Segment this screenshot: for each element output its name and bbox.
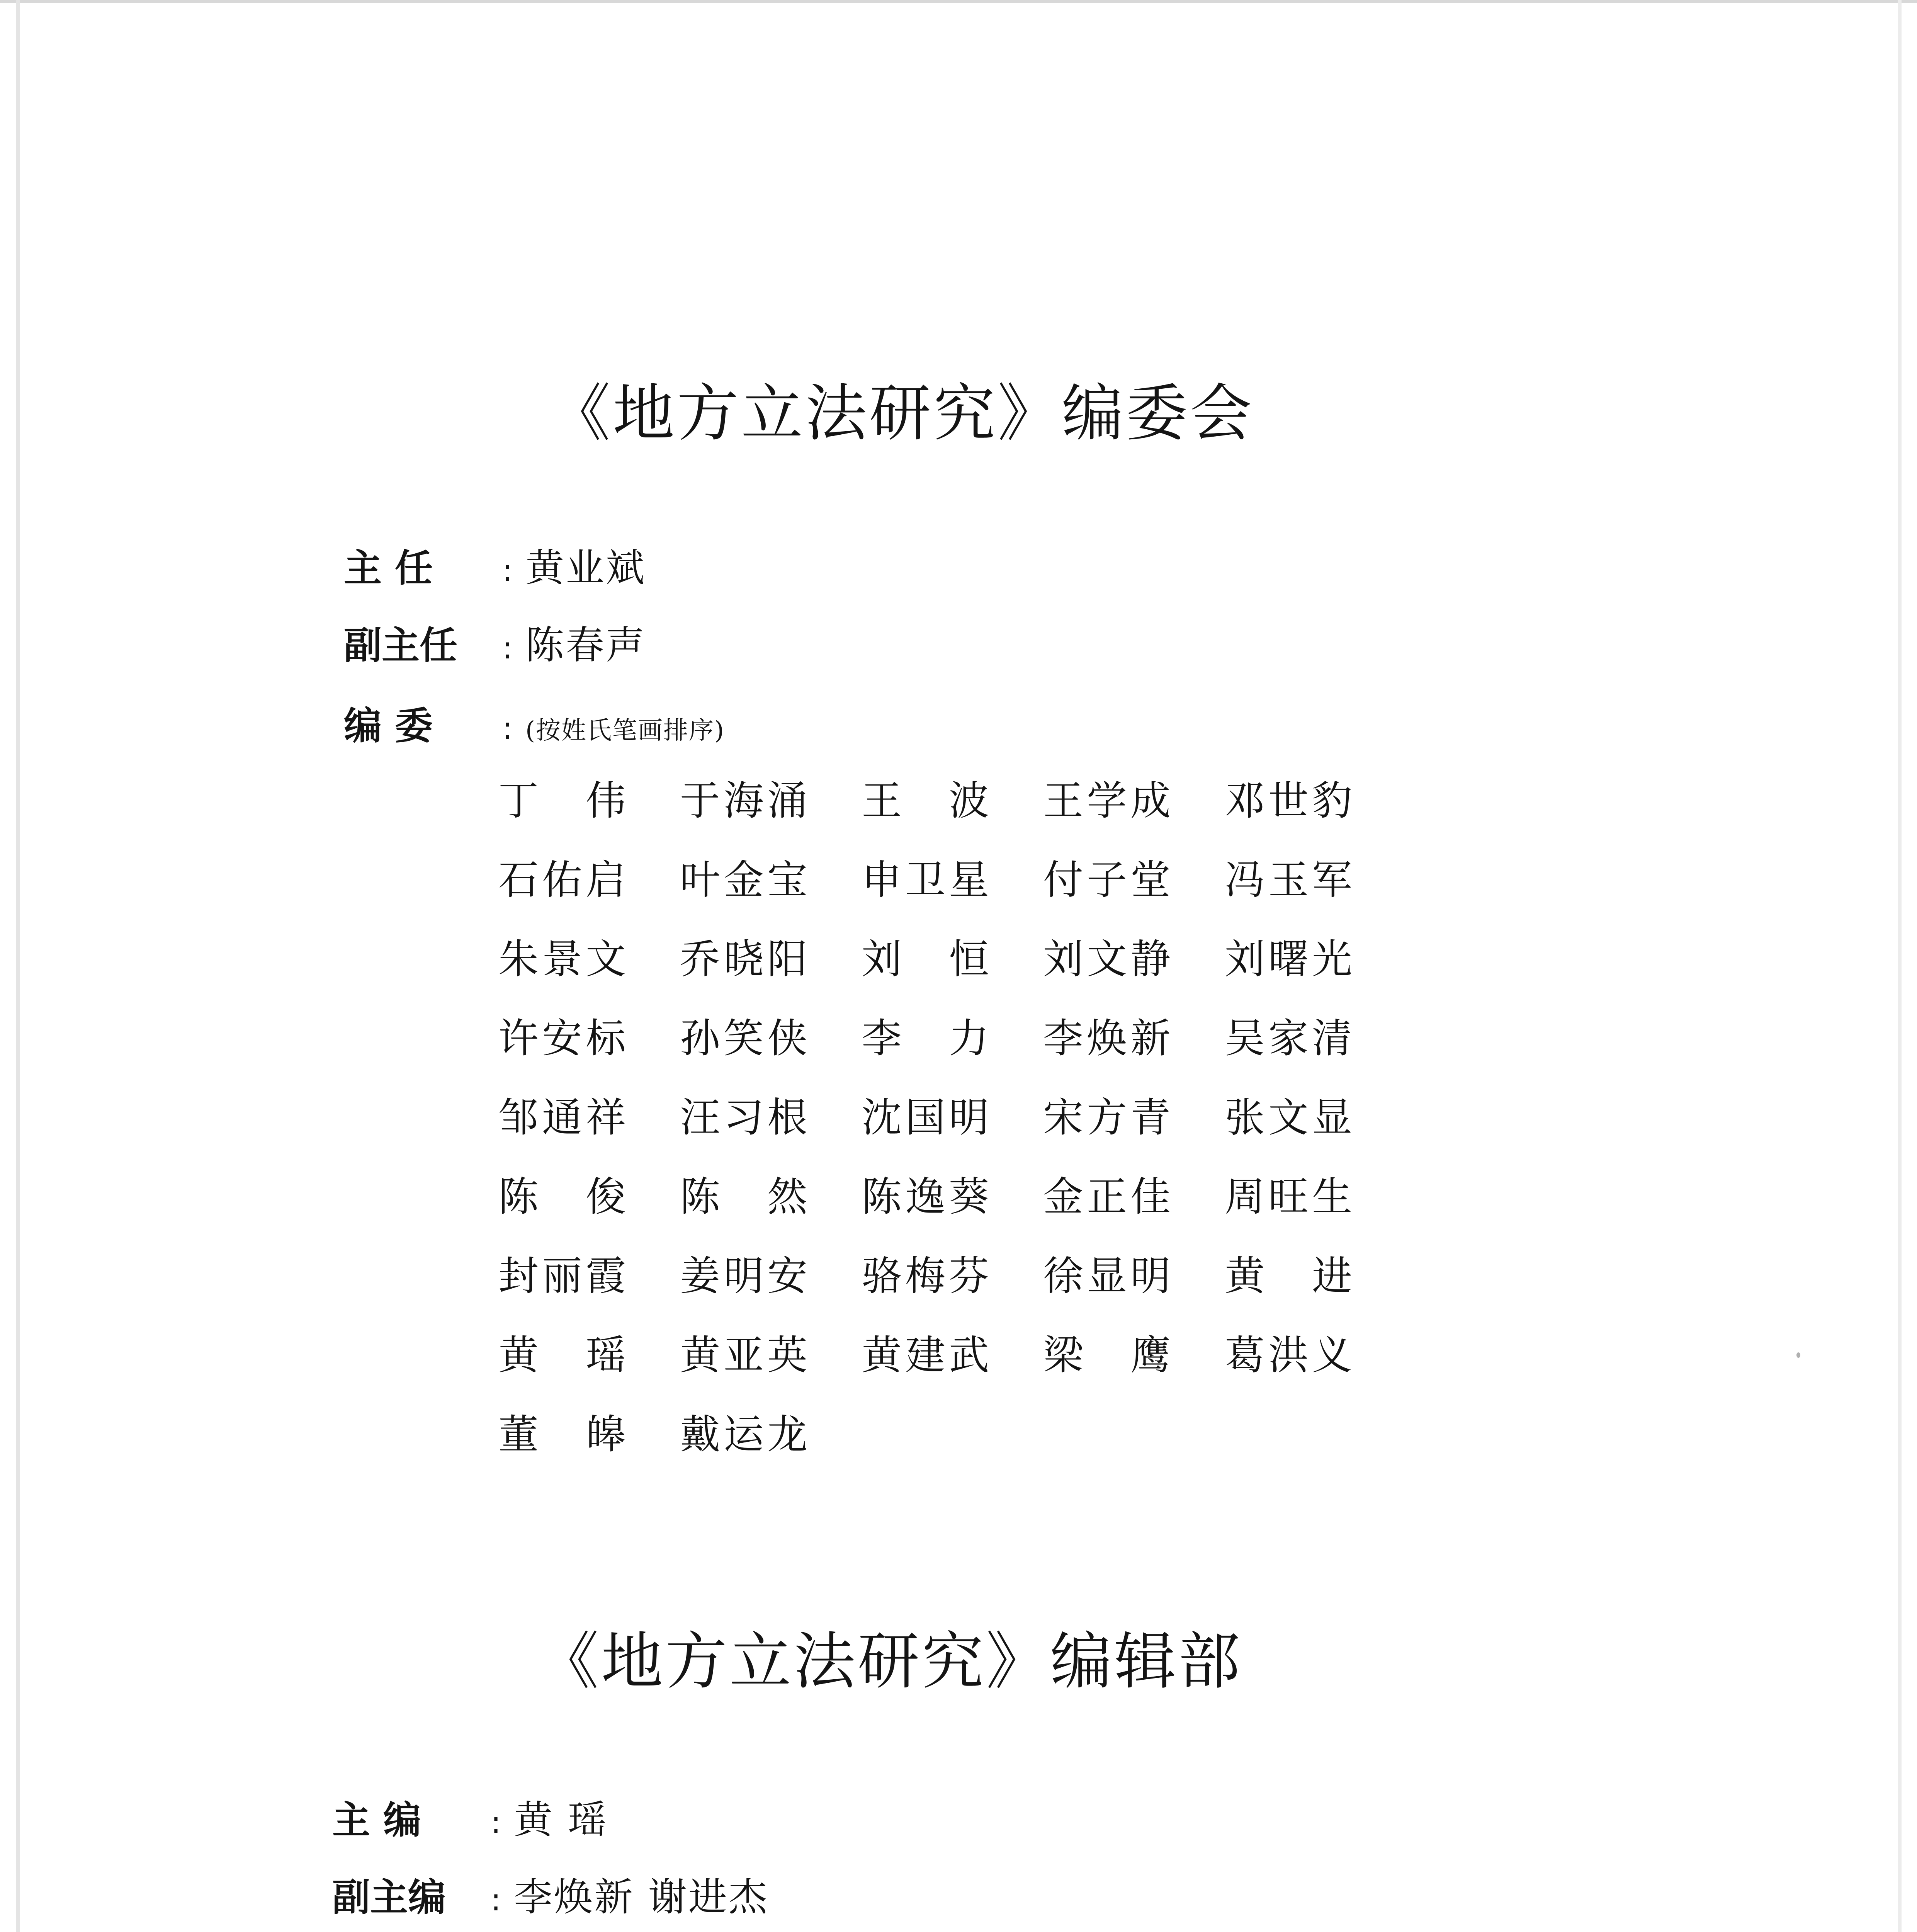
person-name: 叶 金 宝	[680, 856, 807, 903]
deputy-editor-label: 副主编	[332, 1876, 446, 1920]
chief-editor-row	[332, 1797, 608, 1842]
editorial-title: 《地方立法研究》编辑部	[537, 1625, 1243, 1697]
director-label: 主 任	[344, 546, 433, 590]
person-name: 刘 文 静	[1043, 935, 1171, 983]
person-name: 董 皞	[498, 1411, 626, 1458]
person-name: 邹 通 祥	[498, 1094, 626, 1141]
person-name: 徐 显 明	[1043, 1252, 1171, 1299]
person-name: 姜 明 安	[680, 1252, 807, 1299]
colon: :	[491, 1804, 501, 1840]
chief-editor-label: 主 编	[332, 1798, 421, 1842]
person-name: 邓 世 豹	[1225, 777, 1352, 824]
members-sort-note: (按姓氏笔画排序)	[525, 716, 725, 745]
committee-title: 《地方立法研究》编委会	[549, 377, 1254, 449]
person-name: 骆 梅 芬	[862, 1252, 989, 1299]
person-name: 吴 家 清	[1225, 1015, 1352, 1062]
person-name: 黄 瑶	[498, 1332, 626, 1379]
person-name: 汪 习 根	[680, 1094, 807, 1141]
deputy-director-name: 陈春声	[525, 622, 646, 668]
scan-edge	[16, 0, 20, 1932]
person-name: 陈 逸 葵	[862, 1173, 989, 1220]
deputy-director-label: 副主任	[344, 624, 458, 668]
person-name: 黄 建 武	[862, 1332, 989, 1379]
person-name: 王 学 成	[1043, 777, 1171, 824]
person-name: 周 旺 生	[1225, 1173, 1352, 1220]
scan-edge	[1898, 0, 1902, 1932]
person-name: 陈 俊	[498, 1173, 626, 1220]
colon: :	[502, 710, 513, 746]
person-name: 孙 笑 侠	[680, 1015, 807, 1062]
scan-edge	[0, 0, 1917, 3]
person-name: 朱 景 文	[498, 935, 626, 983]
members-row	[344, 704, 725, 748]
person-name: 付 子 堂	[1043, 856, 1171, 903]
person-name: 金 正 佳	[1043, 1173, 1171, 1220]
person-name: 许 安 标	[498, 1015, 626, 1062]
person-name: 黄 亚 英	[680, 1332, 807, 1379]
director-name: 黄业斌	[525, 545, 646, 590]
person-name: 刘 恒	[862, 935, 989, 983]
person-name: 乔 晓 阳	[680, 935, 807, 983]
person-name: 陈 然	[680, 1173, 807, 1220]
committee-members-grid	[498, 777, 1406, 1493]
person-name: 刘 曙 光	[1225, 935, 1352, 983]
person-name: 王 波	[862, 777, 989, 824]
person-name: 戴 运 龙	[680, 1411, 807, 1458]
deputy-editor-row	[332, 1874, 769, 1920]
person-name: 冯 玉 军	[1225, 856, 1352, 903]
person-name: 封 丽 霞	[498, 1252, 626, 1299]
person-name: 梁 鹰	[1043, 1332, 1171, 1379]
person-name: 沈 国 明	[862, 1094, 989, 1141]
person-name: 李 力	[862, 1015, 989, 1062]
person-name: 申 卫 星	[862, 856, 989, 903]
director-row	[344, 545, 646, 590]
colon: :	[491, 1882, 501, 1918]
scan-speck	[1796, 1352, 1800, 1358]
person-name: 于 海 涌	[680, 777, 807, 824]
person-name: 石 佑 启	[498, 856, 626, 903]
colon: :	[502, 553, 513, 588]
person-name: 葛 洪 义	[1225, 1332, 1352, 1379]
person-name: 黄 进	[1225, 1252, 1352, 1299]
person-name: 丁 伟	[498, 777, 626, 824]
colon: :	[502, 630, 513, 666]
chief-editor-name: 黄 瑶	[514, 1797, 608, 1842]
person-name: 李 焕 新	[1043, 1015, 1171, 1062]
deputy-director-row	[344, 622, 646, 668]
members-label: 编 委	[344, 704, 433, 748]
deputy-editor-names: 李焕新 谢进杰	[514, 1874, 769, 1920]
person-name: 张 文 显	[1225, 1094, 1352, 1141]
person-name: 宋 方 青	[1043, 1094, 1171, 1141]
